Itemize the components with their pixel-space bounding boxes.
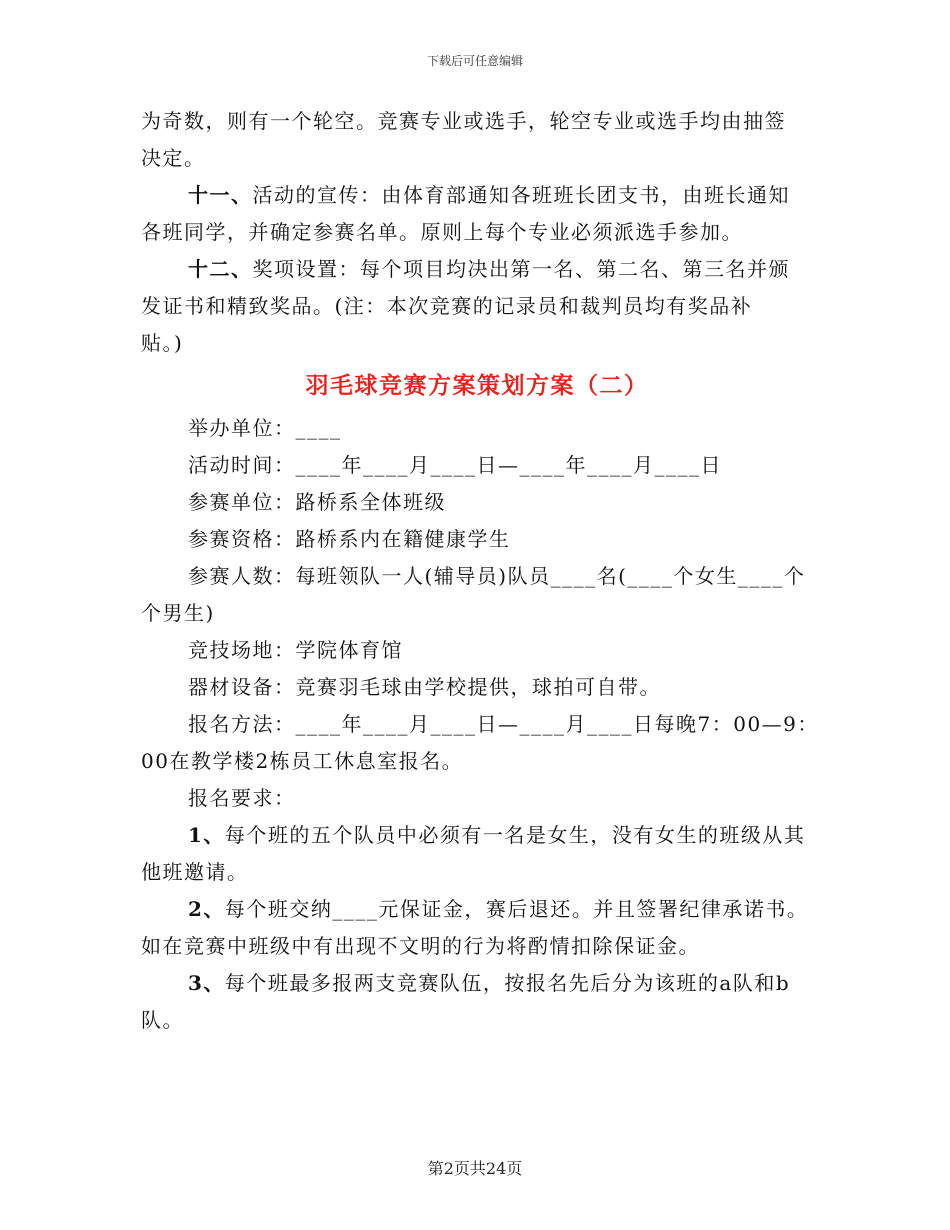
- field-headcount-line-2: 个男生): [141, 601, 215, 625]
- requirement-2-text: 每个班交纳____元保证金，赛后退还。并且签署纪律承诺书。: [224, 897, 809, 921]
- field-venue: 竞技场地：学院体育馆: [188, 638, 403, 662]
- requirement-1-line-2: 他班邀请。: [141, 860, 249, 884]
- field-registration-line-1: 报名方法：____年____月____日—____月____日每晚7：00—9：: [188, 712, 819, 736]
- requirement-1-text: 每个班的五个队员中必须有一名是女生，没有女生的班级从其: [224, 823, 806, 847]
- field-registration-line-2: 00在教学楼2栋员工休息室报名。: [141, 749, 464, 773]
- page-footer: 第2页共24页: [427, 1159, 523, 1178]
- item-12-line-1: [141, 251, 813, 288]
- requirement-2-line-1: [141, 891, 813, 928]
- requirements-label: 报名要求：: [188, 786, 296, 810]
- page-header-note: 下载后可任意编辑: [426, 54, 523, 68]
- requirement-1-number: 1、: [188, 823, 225, 847]
- continuation-line-2: 决定。: [141, 146, 206, 170]
- field-activity-time: 活动时间：____年____月____日—____年____月____日: [188, 453, 722, 477]
- field-qualification: 参赛资格：路桥系内在籍健康学生: [188, 527, 511, 551]
- requirement-1-line-1: [141, 817, 813, 854]
- requirement-3-line-2: 队。: [141, 1008, 184, 1032]
- field-organizer: 举办单位：____: [188, 416, 342, 440]
- requirement-3-text: 每个班最多报两支竞赛队伍，按报名先后分为该班的a队和b: [224, 971, 791, 995]
- item-12-line-3: 贴。): [141, 331, 184, 355]
- requirement-2-line-2: 如在竞赛中班级中有出现不文明的行为将酌情扣除保证金。: [141, 934, 700, 958]
- section-title: 羽毛球竞赛方案策划方案（二）: [305, 372, 649, 399]
- field-headcount-line-1: 参赛人数：每班领队一人(辅导员)队员____名(____个女生____个: [188, 564, 806, 588]
- requirement-3-line-1: [141, 965, 813, 1002]
- document-body: [141, 103, 819, 1039]
- requirement-3-number: 3、: [188, 971, 225, 995]
- item-11-number: 十一、: [188, 183, 253, 207]
- item-12-number: 十二、: [188, 257, 253, 281]
- item-11-line-1: [141, 177, 813, 214]
- item-11-text: 活动的宣传：由体育部通知各班班长团支书，由班长通知: [252, 183, 790, 207]
- field-equipment: 器材设备：竞赛羽毛球由学校提供，球拍可自带。: [188, 675, 661, 699]
- item-12-line-2: 发证书和精致奖品。(注：本次竞赛的记录员和裁判员均有奖品补: [141, 294, 753, 318]
- item-11-line-2: 各班同学，并确定参赛名单。原则上每个专业必须派选手参加。: [141, 220, 743, 244]
- continuation-line-1: 为奇数，则有一个轮空。竞赛专业或选手，轮空专业或选手均由抽签: [141, 109, 786, 133]
- requirement-2-number: 2、: [188, 897, 225, 921]
- field-participants-unit: 参赛单位：路桥系全体班级: [188, 490, 446, 514]
- item-12-text: 奖项设置：每个项目均决出第一名、第二名、第三名并颁: [252, 257, 790, 281]
